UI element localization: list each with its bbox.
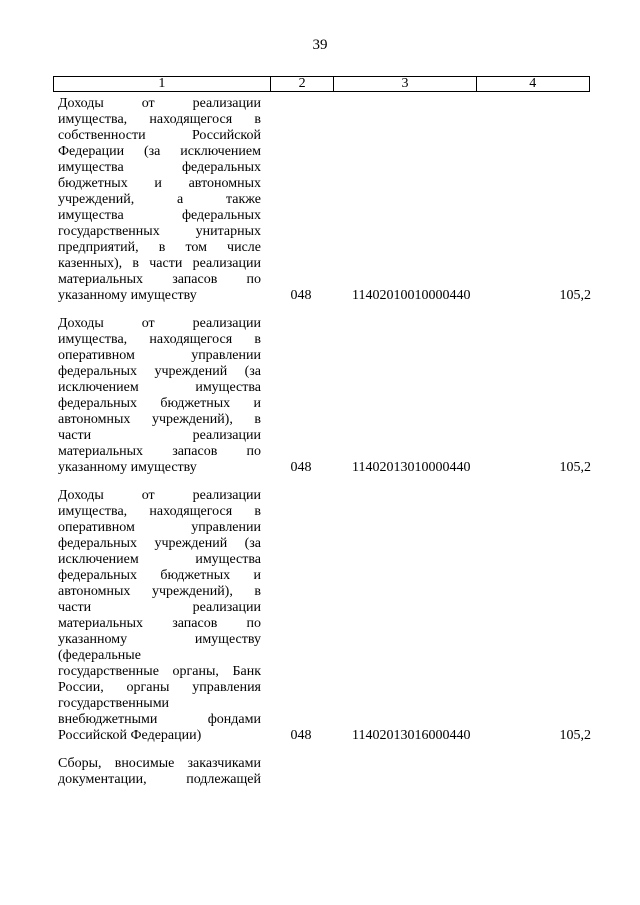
row-name-line: части реализации bbox=[58, 428, 261, 443]
header-col-3: 3 bbox=[334, 77, 476, 92]
row-name-line: имущества, находящегося в bbox=[58, 112, 261, 127]
row-name bbox=[58, 316, 261, 476]
row-amount: 105,2 bbox=[559, 460, 591, 475]
row-admin-code: 048 bbox=[290, 288, 312, 303]
row-name bbox=[58, 756, 261, 788]
row-name-line: казенных), в части реализации bbox=[58, 256, 261, 271]
row-name-line: автономных учреждений), в bbox=[58, 412, 261, 427]
row-name-line: имущества федеральных bbox=[58, 208, 261, 223]
row-name-line: Доходы от реализации bbox=[58, 316, 261, 331]
row-budget-code: 11402013010000440 bbox=[352, 460, 471, 475]
row-name-line: федеральных бюджетных и bbox=[58, 396, 261, 411]
row-name bbox=[58, 96, 261, 304]
row-name-line: части реализации bbox=[58, 600, 261, 615]
row-name-line: Российской Федерации) bbox=[58, 728, 202, 743]
row-name-line: автономных учреждений), в bbox=[58, 584, 261, 599]
row-name-line: федеральных учреждений (за bbox=[58, 536, 261, 551]
row-amount: 105,2 bbox=[559, 728, 591, 743]
row-name-line: Доходы от реализации bbox=[58, 96, 261, 111]
row-name-line: имущества федеральных bbox=[58, 160, 261, 175]
page-number: 39 bbox=[312, 37, 328, 53]
row-budget-code: 11402013016000440 bbox=[352, 728, 471, 743]
header-col-1: 1 bbox=[54, 77, 271, 92]
table-row bbox=[58, 756, 591, 788]
header-col-4: 4 bbox=[476, 77, 589, 92]
row-name-line: Сборы, вносимые заказчиками bbox=[58, 756, 261, 771]
row-name-line: указанному имуществу bbox=[58, 288, 197, 303]
row-name-line: документации, подлежащей bbox=[58, 772, 261, 787]
row-name-line: внебюджетными фондами bbox=[58, 712, 261, 727]
table-header bbox=[53, 76, 590, 92]
row-name-line: имущества, находящегося в bbox=[58, 504, 261, 519]
row-name-line: Федерации (за исключением bbox=[58, 144, 261, 159]
row-name-line: государственных унитарных bbox=[58, 224, 261, 239]
row-name-line: оперативном управлении bbox=[58, 520, 261, 535]
row-name-line: материальных запасов по bbox=[58, 616, 261, 631]
row-name-line: материальных запасов по bbox=[58, 444, 261, 459]
row-name-line: исключением имущества bbox=[58, 552, 261, 567]
table-row bbox=[58, 316, 591, 476]
row-name bbox=[58, 488, 261, 744]
row-budget-code: 11402010010000440 bbox=[352, 288, 471, 303]
table-row bbox=[58, 96, 591, 304]
row-name-line: указанному имуществу bbox=[58, 460, 197, 475]
row-name-line: исключением имущества bbox=[58, 380, 261, 395]
row-name-line: указанному имуществу bbox=[58, 632, 261, 647]
row-name-line: учреждений, а также bbox=[58, 192, 261, 207]
row-name-line: предприятий, в том числе bbox=[58, 240, 261, 255]
row-name-line: федеральных бюджетных и bbox=[58, 568, 261, 583]
row-name-line: материальных запасов по bbox=[58, 272, 261, 287]
row-name-line: федеральных учреждений (за bbox=[58, 364, 261, 379]
row-name-line: Доходы от реализации bbox=[58, 488, 261, 503]
row-name-line: имущества, находящегося в bbox=[58, 332, 261, 347]
row-name-line: государственные органы, Банк bbox=[58, 664, 261, 679]
row-name-line: (федеральные bbox=[58, 648, 141, 663]
row-name-line: собственности Российской bbox=[58, 128, 261, 143]
row-name-line: оперативном управлении bbox=[58, 348, 261, 363]
row-admin-code: 048 bbox=[290, 728, 312, 743]
row-name-line: России, органы управления bbox=[58, 680, 261, 695]
table-body bbox=[58, 96, 591, 800]
row-name-line: государственными bbox=[58, 696, 170, 711]
row-amount: 105,2 bbox=[559, 288, 591, 303]
row-name-line: бюджетных и автономных bbox=[58, 176, 261, 191]
header-col-2: 2 bbox=[270, 77, 334, 92]
table-row bbox=[58, 488, 591, 744]
row-admin-code: 048 bbox=[290, 460, 312, 475]
